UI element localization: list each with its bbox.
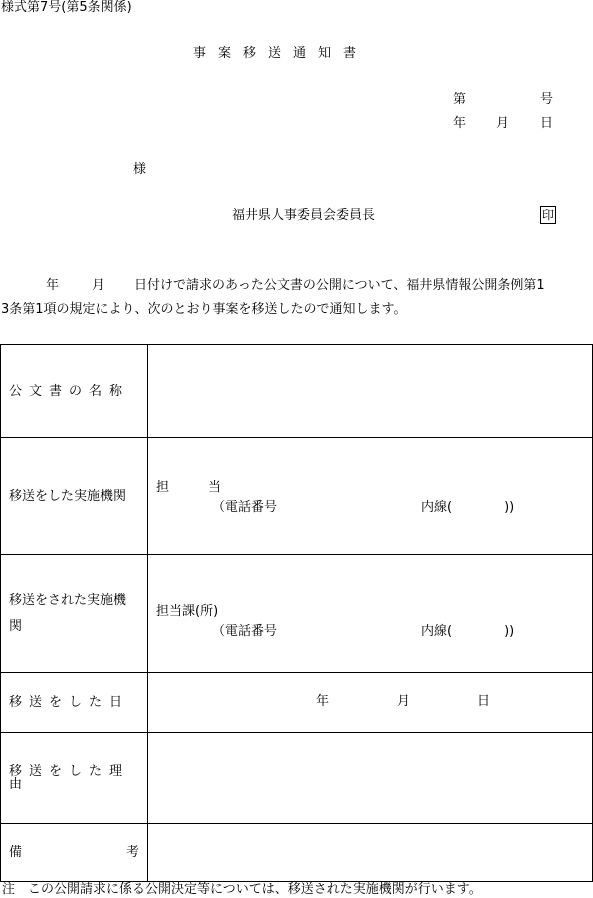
addressee-suffix: 様 bbox=[133, 162, 147, 177]
transferee-person: 担当課(所) bbox=[156, 604, 219, 619]
transfer-date-value[interactable] bbox=[148, 673, 593, 733]
label-cell bbox=[1, 555, 148, 673]
body-year: 年 bbox=[46, 278, 60, 293]
transferor-phone: （電話番号 bbox=[212, 500, 278, 515]
form-number: 様式第7号(第5条関係) bbox=[1, 0, 132, 15]
row-transferee bbox=[1, 555, 593, 673]
transfer-form-table bbox=[0, 344, 593, 882]
footnote: 注 この公開請求に係る公開決定等については、移送された実施機関が行います。 bbox=[2, 882, 482, 897]
transfer-date-day: 日 bbox=[477, 694, 491, 709]
label-cell bbox=[1, 733, 148, 824]
doc-number-suffix: 号 bbox=[540, 92, 554, 107]
remarks-label-left: 備 bbox=[9, 845, 23, 860]
remarks-label bbox=[1, 846, 147, 859]
label-cell bbox=[1, 824, 148, 882]
body-line-1: 日付けで請求のあった公文書の公開について、福井県情報公開条例第1 bbox=[134, 278, 545, 293]
doc-number-prefix: 第 bbox=[453, 92, 467, 107]
remarks-label-right: 考 bbox=[125, 845, 139, 860]
transferee-label-line-2: 関 bbox=[9, 618, 23, 634]
transferee-phone: （電話番号 bbox=[212, 624, 278, 639]
label-cell bbox=[1, 673, 148, 733]
transferee-label bbox=[1, 588, 147, 640]
transferor-label: 移送をした実施機関 bbox=[9, 488, 127, 504]
transfer-date-label: 移送をした日 bbox=[9, 695, 130, 710]
transferor-value[interactable] bbox=[148, 438, 593, 555]
transferor-person: 担 当 bbox=[156, 480, 222, 495]
header-date-year: 年 bbox=[453, 116, 467, 131]
row-transferor bbox=[1, 438, 593, 555]
transfer-date-month: 月 bbox=[397, 694, 411, 709]
reason-value[interactable] bbox=[148, 733, 593, 824]
reason-label: 移送をした理由 bbox=[9, 764, 130, 792]
label-cell bbox=[1, 345, 148, 438]
body-month: 月 bbox=[92, 278, 106, 293]
label-cell bbox=[1, 438, 148, 555]
doc-name-value[interactable] bbox=[148, 345, 593, 438]
doc-name-label: 公文書の名称 bbox=[9, 383, 130, 399]
row-reason bbox=[1, 733, 593, 824]
transferee-extension: 内線( )) bbox=[421, 624, 515, 639]
remarks-value[interactable] bbox=[148, 824, 593, 882]
transferee-value[interactable] bbox=[148, 555, 593, 673]
header-date-day: 日 bbox=[540, 116, 554, 131]
document-title: 事案移送通知書 bbox=[193, 46, 369, 61]
transfer-date-year: 年 bbox=[316, 694, 330, 709]
seal-stamp: 印 bbox=[541, 208, 554, 222]
sender-name: 福井県人事委員会委員長 bbox=[232, 208, 376, 223]
transferor-extension: 内線( )) bbox=[421, 500, 515, 515]
header-date-month: 月 bbox=[496, 116, 510, 131]
transferee-label-line-1: 移送をされた実施機 bbox=[9, 592, 127, 608]
body-line-2: 3条第1項の規定により、次のとおり事案を移送したので通知します。 bbox=[1, 302, 407, 317]
row-doc-name bbox=[1, 345, 593, 438]
row-transfer-date bbox=[1, 673, 593, 733]
row-remarks bbox=[1, 824, 593, 882]
